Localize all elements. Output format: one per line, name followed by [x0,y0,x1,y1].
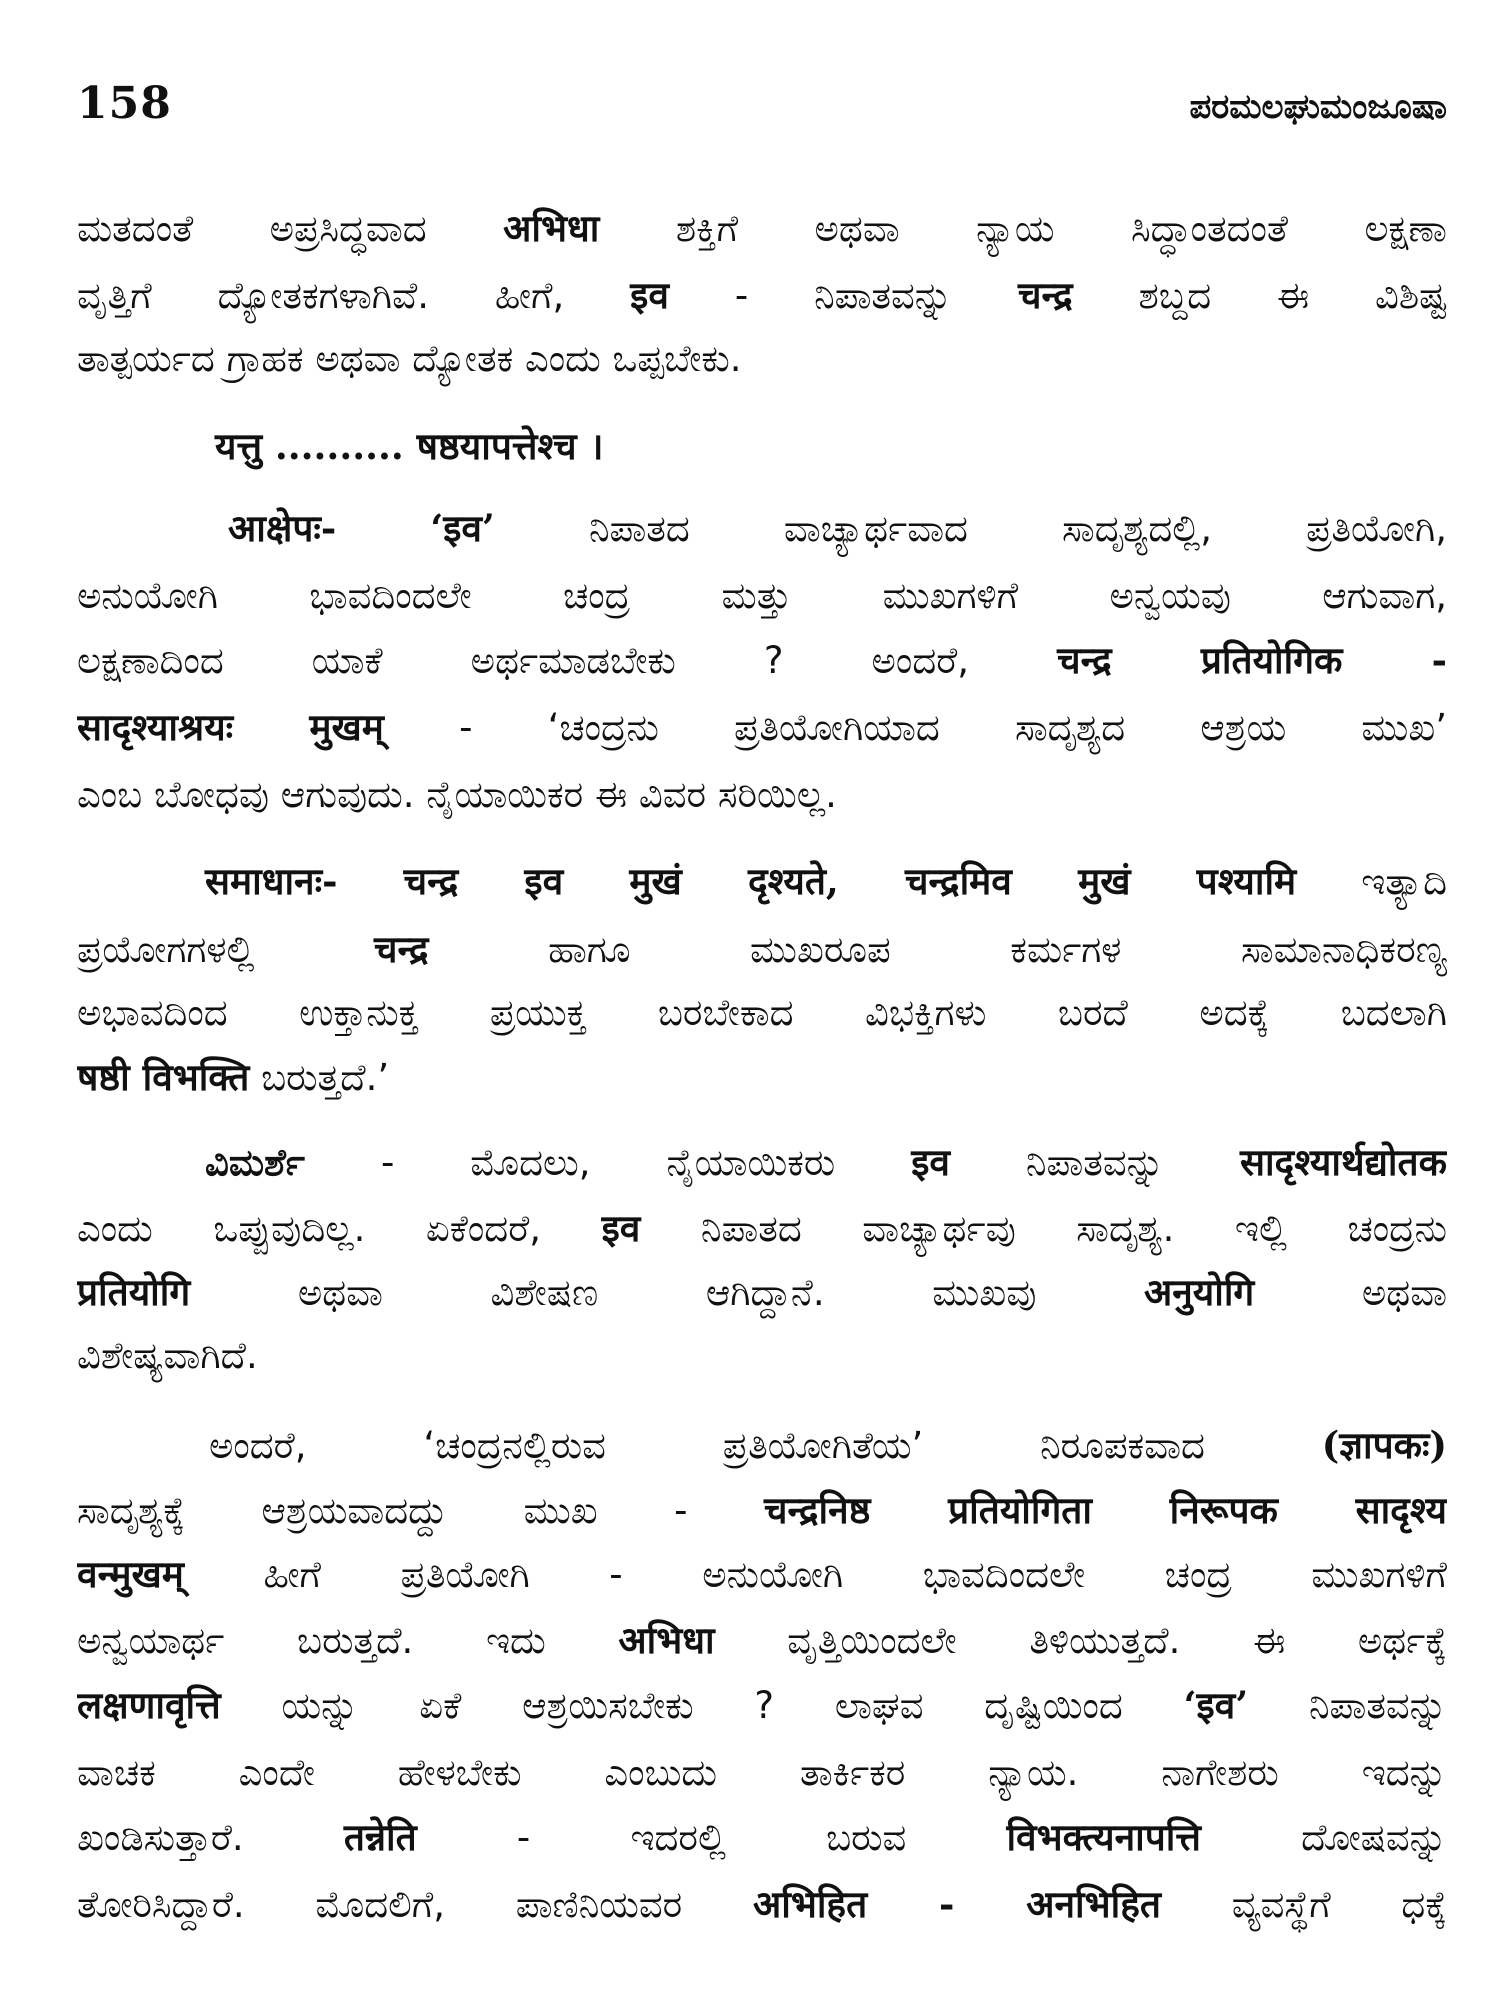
sanskrit-term: तन्नेति [343,1815,417,1859]
kannada-text: ವೃತ್ತಿಗೆ ದ್ಯೋತಕಗಳಾಗಿವೆ. ಹೀಗೆ, [77,274,565,317]
text-line [77,413,1447,479]
sanskrit-term: विभक्त्यनापत्ति [1006,1815,1201,1859]
text-line [77,627,1447,693]
sanskrit-quote: यत्तु .......... षष्ठयापत्तेश्च । [215,424,604,468]
running-title: ಪರಮಲಘುಮಂಜೂಷಾ [1189,87,1447,127]
sanskrit-term: लक्षणावृत्ति [77,1683,221,1727]
kannada-text: ಅಂದರೆ, ‘ಚಂದ್ರನಲ್ಲಿರುವ ಪ್ರತಿಯೋಗಿತೆಯ’ ನಿರೂಪಕವಾದ [209,1424,1205,1467]
kannada-text: ಹೀಗೆ ಪ್ರತಿಯೋಗಿ - ಅನುಯೋಗಿ ಭಾವದಿಂದಲೇ ಚಂದ್ರ ಮುಖಗಳಿಗೆ [263,1553,1447,1596]
text-line [77,1195,1447,1261]
kannada-text: ನಿಪಾತವನ್ನು [1025,1141,1164,1184]
kannada-text: ಇತ್ಯಾದಿ [1361,860,1447,903]
text-line [77,1477,1447,1543]
text-line [77,326,1447,392]
kannada-text: ಎಂದು ಒಪ್ಪುವುದಿಲ್ಲ. ಏಕೆಂದರೆ, [77,1207,542,1250]
text-line [77,195,1447,261]
sanskrit-term: इव [630,273,669,317]
kannada-text: ದೋಷವನ್ನು [1301,1816,1447,1859]
kannada-text: ತಾತ್ಪರ್ಯದ ಗ್ರಾಹಕ ಅಥವಾ ದ್ಯೋತಕ ಎಂದು ಒಪ್ಪಬೇಕು. [77,337,742,380]
kannada-text: ಅನುಯೋಗಿ ಭಾವದಿಂದಲೇ ಚಂದ್ರ ಮತ್ತು ಮುಖಗಳಿಗೆ ಅನ್ವಯವು ಆಗುವಾಗ, [77,574,1447,617]
sanskrit-term: चन्द्रनिष्ठ प्रतियोगिता निरूपक सादृश्य [763,1488,1447,1532]
kannada-text: ಖಂಡಿಸುತ್ತಾರೆ. [77,1816,244,1859]
sanskrit-term: ‘इव’ [430,506,495,550]
kannada-text: ಅಥವಾ [1361,1271,1447,1314]
kannada-text: ಹಾಗೂ ಮುಖರೂಪ ಕರ್ಮಗಳ ಸಾಮಾನಾಧಿಕರಣ್ಯ [548,928,1447,971]
text-line [77,495,1447,561]
text-line [77,1672,1447,1738]
kannada-text: ಸಾದೃಶ್ಯಕ್ಕೆ ಆಶ್ರಯವಾದದ್ದು ಮುಖ - [77,1489,688,1532]
sanskrit-term: षष्ठी विभक्ति [77,1055,250,1099]
sanskrit-term: इव [911,1140,950,1184]
section-heading: ವಿಮರ್ಶೆ [205,1141,305,1184]
text-line [77,1607,1447,1673]
kannada-text: ಲಕ್ಷಣಾದಿಂದ ಯಾಕೆ ಅರ್ಥಮಾಡಬೇಕು ? ಅಂದರೆ, [77,639,970,682]
sanskrit-term: ‘इव’ [1183,1683,1249,1727]
text-line [77,262,1447,328]
kannada-text: ಅಥವಾ ವಿಶೇಷಣ ಆಗಿದ್ದಾನೆ. ಮುಖವು [297,1271,1037,1314]
kannada-text: ಅನ್ವಯಾರ್ಥ ಬರುತ್ತದೆ. ಇದು [77,1619,546,1662]
kannada-text: ಅಭಾವದಿಂದ ಉಕ್ತಾನುಕ್ತ ಪ್ರಯುಕ್ತ ಬರಬೇಕಾದ ವಿಭಕ್ತಿಗಳು ಬರದೆ ಅದಕ್ಕೆ ಬದಲಾಗಿ [77,991,1447,1034]
kannada-text: - ‘ಚಂದ್ರನು ಪ್ರತಿಯೋಗಿಯಾದ ಸಾದೃಶ್ಯದ ಆಶ್ರಯ ಮುಖ’ [459,706,1447,749]
sanskrit-term: सादृश्यार्थद्योतक [1239,1140,1447,1184]
text-line [77,1541,1447,1607]
sanskrit-term: प्रतियोगि [77,1270,191,1314]
sanskrit-term: (ज्ञापकः) [1321,1423,1447,1467]
kannada-text: ಶಕ್ತಿಗೆ ಅಥವಾ ನ್ಯಾಯ ಸಿದ್ಧಾಂತದಂತೆ ಲಕ್ಷಣಾ [675,207,1447,250]
text-line [77,1044,1447,1110]
section-heading: आक्षेपः- [228,506,337,550]
text-line [77,1412,1447,1478]
text-line [77,1740,1447,1806]
kannada-text: - ಇದರಲ್ಲಿ ಬರುವ [516,1816,907,1859]
kannada-text: ಎಂಬ ಬೋಧವು ಆಗುವುದು. ನೈಯಾಯಿಕರ ಈ ವಿವರ ಸರಿಯಿಲ್ಲ. [77,773,837,816]
sanskrit-term: सादृश्याश्रयः मुखम् [77,705,384,749]
kannada-text: ನಿಪಾತವನ್ನು [1308,1684,1447,1727]
page-header [77,78,1447,148]
kannada-text: ಯನ್ನು ಏಕೆ ಆಶ್ರಯಿಸಬೇಕು ? ಲಾಘವ ದೃಷ್ಟಿಯಿಂದ [281,1684,1123,1727]
kannada-text: ವಿಶೇಷ್ಯವಾಗಿದೆ. [77,1334,258,1377]
text-line [77,848,1447,914]
kannada-text: ಬರುತ್ತದೆ.’ [261,1056,390,1099]
text-line [77,563,1447,629]
kannada-text: ವೃತ್ತಿಯಿಂದಲೇ ತಿಳಿಯುತ್ತದೆ. ಈ ಅರ್ಥಕ್ಕೆ [787,1619,1447,1662]
text-line [77,694,1447,760]
sanskrit-term: चन्द्र [1018,273,1073,317]
text-line [77,1129,1447,1195]
sanskrit-term: अभिहित - अनभिहित [752,1882,1161,1926]
section-heading: समाधानः- चन्द्र इव मुखं दृश्यते, चन्द्रमिव मुखं पश्यामि [205,859,1297,903]
page-number: 158 [77,78,172,129]
sanskrit-term: अनुयोगि [1144,1270,1255,1314]
sanskrit-term: वन्मुखम् [77,1552,184,1596]
kannada-text: ನಿಪಾತದ ವಾಚ್ಯಾರ್ಥವು ಸಾದೃಶ್ಯ. ಇಲ್ಲಿ ಚಂದ್ರನು [700,1207,1447,1250]
kannada-text: ವಾಚಕ ಎಂದೇ ಹೇಳಬೇಕು ಎಂಬುದು ತಾರ್ಕಿಕರ ನ್ಯಾಯ. ನಾಗೇಶರು ಇದನ್ನು [77,1751,1447,1794]
text-line [77,1259,1447,1325]
text-line [77,1323,1447,1389]
sanskrit-term: अभिधा [618,1618,715,1662]
kannada-text: ಶಬ್ದದ ಈ ವಿಶಿಷ್ಟ [1138,274,1447,317]
sanskrit-term: अभिधा [503,206,600,250]
kannada-text: ನಿಪಾತದ ವಾಚ್ಯಾರ್ಥವಾದ ಸಾದೃಶ್ಯದಲ್ಲಿ, ಪ್ರತಿಯೋಗಿ, [588,507,1447,550]
text-line [77,1804,1447,1870]
text-line [77,916,1447,982]
text-line [77,762,1447,828]
sanskrit-term: चन्द्र प्रतियोगिक - [1057,638,1447,682]
kannada-text: - ನಿಪಾತವನ್ನು [734,274,953,317]
kannada-text: ಮತದಂತೆ ಅಪ್ರಸಿದ್ಧವಾದ [77,207,427,250]
sanskrit-term: इव [601,1206,641,1250]
kannada-text: - ಮೊದಲು, ನೈಯಾಯಿಕರು [380,1141,836,1184]
kannada-text: ತೋರಿಸಿದ್ದಾರೆ. ಮೊದಲಿಗೆ, ಪಾಣಿನಿಯವರ [77,1883,683,1926]
kannada-text: ಪ್ರಯೋಗಗಳಲ್ಲಿ [77,928,255,971]
sanskrit-term: चन्द्र [373,927,429,971]
kannada-text: ವ್ಯವಸ್ಥೆಗೆ ಧಕ್ಕೆ [1231,1883,1447,1926]
text-line [77,1871,1447,1937]
text-line [77,980,1447,1046]
